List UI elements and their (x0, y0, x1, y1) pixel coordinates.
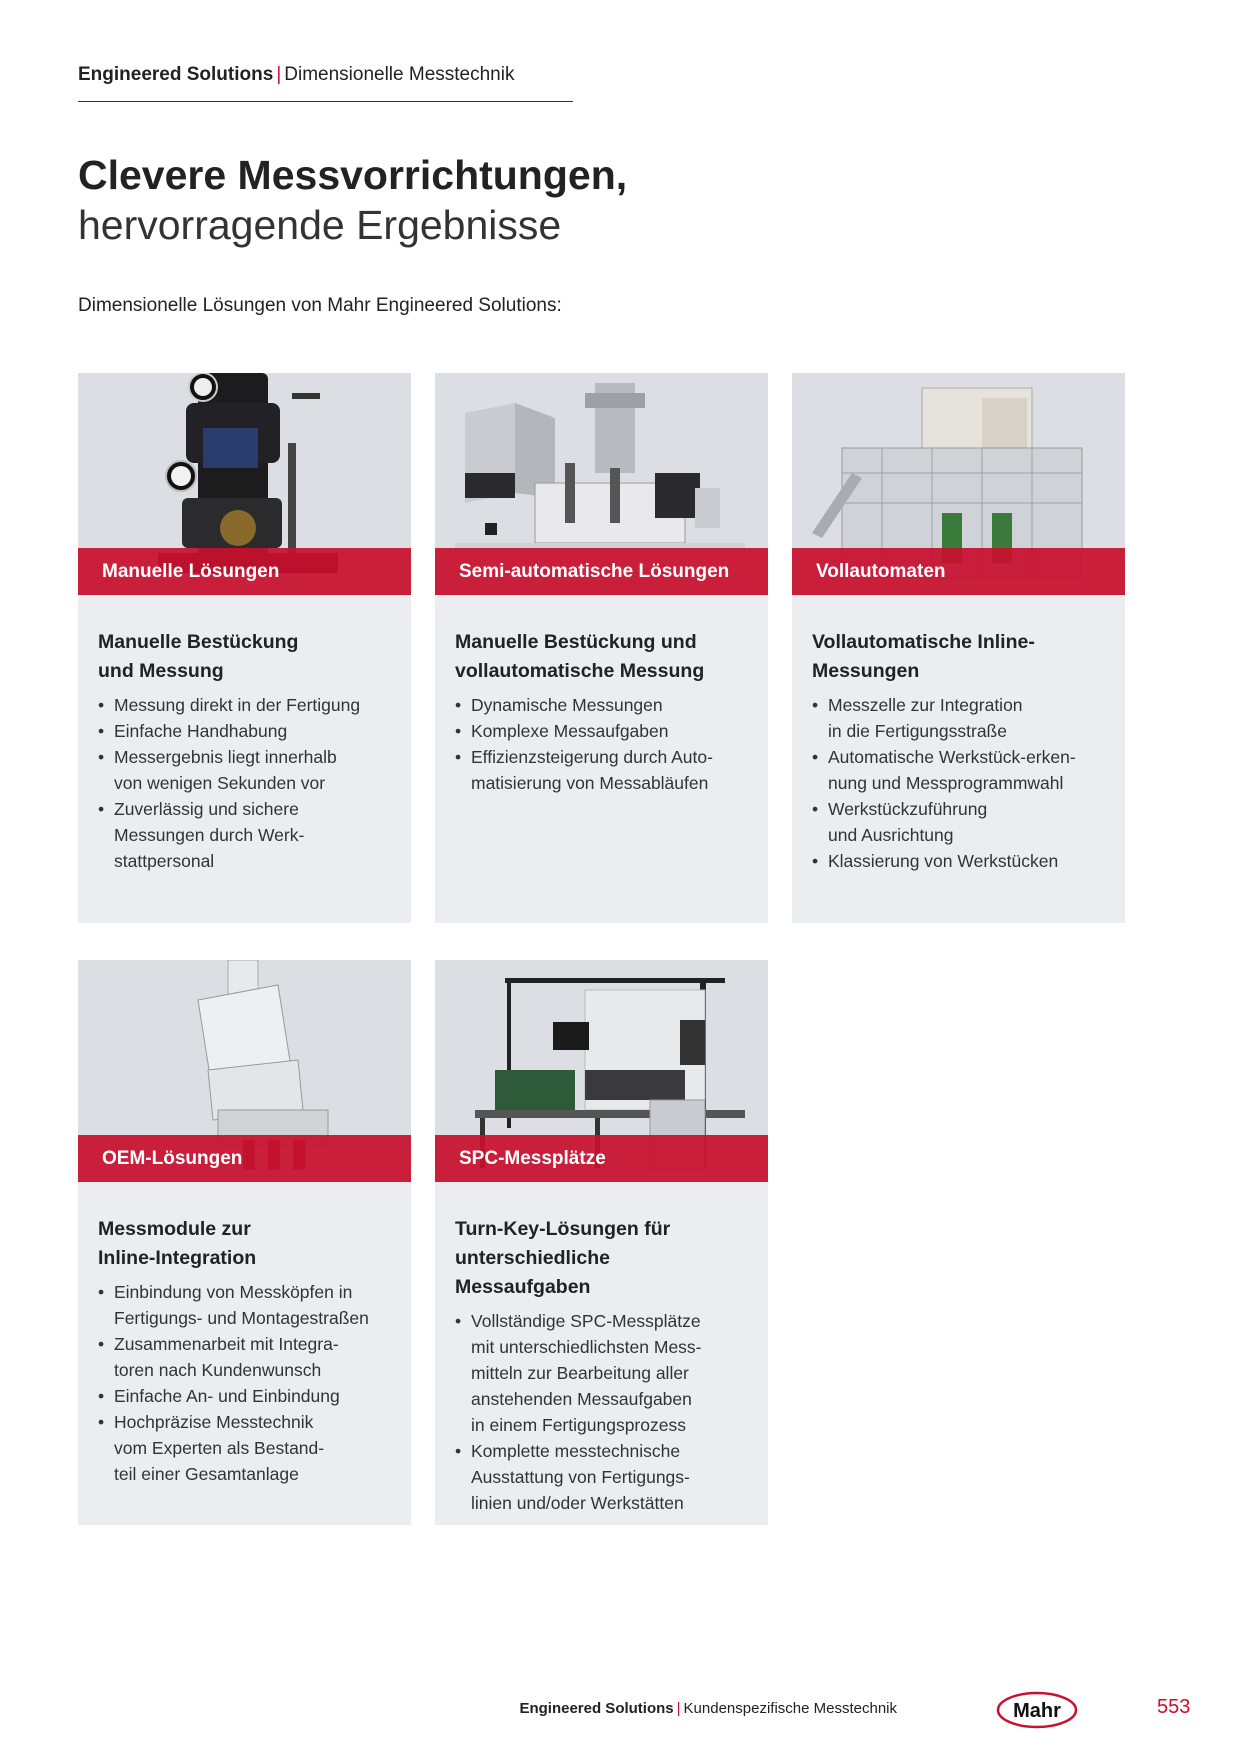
header-section: Engineered Solutions (78, 64, 274, 85)
title-line-1: Clevere Messvorrichtungen, (78, 152, 628, 198)
card-semi-automatic (435, 373, 768, 923)
footer-separator: | (676, 1700, 681, 1717)
card-fully-automatic (792, 373, 1125, 923)
bullet-item: • Automatische Werkstück-erken- nung und Messprogrammwahl (812, 744, 1107, 796)
bullet-item: • Effizienzsteigerung durch Auto- matisierung von Messabläufen (455, 744, 750, 796)
bullet-item: • Einfache Handhabung (98, 718, 393, 744)
bullet-item: • Dynamische Messungen (455, 692, 750, 718)
mahr-logo (996, 1691, 1078, 1729)
card-body (78, 1182, 411, 1487)
bullet-list (98, 692, 393, 874)
page-title (78, 150, 627, 250)
fully-automatic-cell-image (792, 373, 1125, 595)
bullet-item: • Zusammenarbeit mit Integra- toren nach Kundenwunsch (98, 1331, 393, 1383)
footer-topic: Kundenspezifische Messtechnik (683, 1700, 897, 1717)
bullet-item: • Hochpräzise Messtechnik vom Experten als Bestand- teil einer Gesamtanlage (98, 1409, 393, 1487)
card-heading: Manuelle Bestückung und Messung (98, 631, 299, 682)
spc-workstation-image (435, 960, 768, 1182)
page-number: 553 (1157, 1696, 1191, 1718)
manual-gauge-image (78, 373, 411, 595)
logo-text: Mahr (1013, 1700, 1061, 1722)
running-header (78, 64, 573, 86)
card-body (792, 595, 1125, 874)
intro-text: Dimensionelle Lösungen von Mahr Engineered Solutions: (78, 295, 562, 316)
bullet-item: • Werkstückzuführung und Ausrichtung (812, 796, 1107, 848)
footer-text (519, 1700, 897, 1717)
header-topic: Dimensionelle Messtechnik (284, 64, 515, 85)
header-rule (78, 101, 573, 102)
card-band-label: Manuelle Lösungen (78, 548, 411, 595)
bullet-item: • Messung direkt in der Fertigung (98, 692, 393, 718)
bullet-item: • Einfache An- und Einbindung (98, 1383, 393, 1409)
bullet-item: • Messergebnis liegt innerhalb von wenigen Sekunden vor (98, 744, 393, 796)
card-body (78, 595, 411, 874)
card-body (435, 1182, 768, 1516)
card-heading: Vollautomatische Inline- Messungen (812, 631, 1035, 682)
card-band-label: Vollautomaten (792, 548, 1125, 595)
card-heading: Messmodule zur Inline-Integration (98, 1218, 257, 1269)
bullet-item: • Zuverlässig und sichere Messungen durch Werk- stattpersonal (98, 796, 393, 874)
header-separator: | (276, 64, 282, 85)
footer-section: Engineered Solutions (519, 1700, 674, 1717)
bullet-list (455, 692, 750, 796)
oem-module-image (78, 960, 411, 1182)
bullet-list (812, 692, 1107, 874)
bullet-item: • Komplexe Messaufgaben (455, 718, 750, 744)
card-oem (78, 960, 411, 1525)
semi-automatic-machine-image (435, 373, 768, 595)
card-manual (78, 373, 411, 923)
card-spc (435, 960, 768, 1525)
bullet-item: • Komplette messtechnische Ausstattung von Fertigungs- linien und/oder Werkstätten (455, 1438, 750, 1516)
bullet-item: • Messzelle zur Integration in die Fertigungsstraße (812, 692, 1107, 744)
bullet-list (98, 1279, 393, 1487)
card-band-label: SPC-Messplätze (435, 1135, 768, 1182)
card-band-label: OEM-Lösungen (78, 1135, 411, 1182)
bullet-item: • Einbindung von Messköpfen in Fertigungs- und Montagestraßen (98, 1279, 393, 1331)
card-body (435, 595, 768, 796)
bullet-item: • Vollständige SPC-Messplätze mit unterschiedlichsten Mess- mitteln zur Bearbeitung aller anstehenden Messaufgaben in einem Fertigungsprozess (455, 1308, 750, 1438)
card-heading: Turn-Key-Lösungen für unterschiedliche Messaufgaben (455, 1218, 671, 1298)
card-band-label: Semi-automatische Lösungen (435, 548, 768, 595)
title-line-2: hervorragende Ergebnisse (78, 202, 562, 248)
card-heading: Manuelle Bestückung und vollautomatische Messung (455, 631, 705, 682)
bullet-list (455, 1308, 750, 1516)
bullet-item: • Klassierung von Werkstücken (812, 848, 1107, 874)
